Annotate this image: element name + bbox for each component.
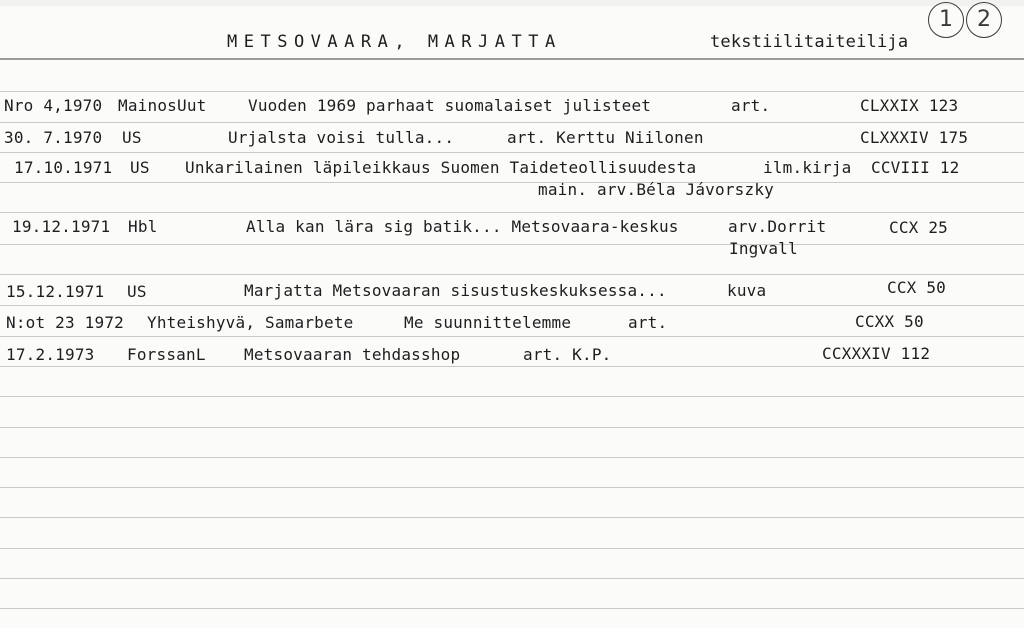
- entry-ref: CCVIII 12: [871, 158, 960, 177]
- ruled-line: [0, 212, 1024, 213]
- entry-type: art. K.P.: [523, 345, 612, 364]
- person-name: METSOVAARA, MARJATTA: [227, 32, 562, 52]
- ruled-line: [0, 457, 1024, 458]
- ruled-line: [0, 305, 1024, 306]
- entry-title: Metsovaaran tehdasshop: [244, 345, 461, 364]
- entry-ref: CCX 50: [887, 278, 946, 297]
- entry-ref: CLXXXIV 175: [860, 128, 969, 147]
- entry-ref: CCXX 50: [855, 312, 924, 331]
- entry-source: ForssanL: [127, 345, 206, 364]
- page-number-circled: 1: [928, 2, 964, 38]
- ruled-line: [0, 366, 1024, 367]
- entry-type: art.: [731, 96, 771, 115]
- entry-date: 19.12.1971: [12, 217, 111, 236]
- entry-title: Me suunnittelemme: [404, 313, 572, 332]
- entry-type: ilm.kirja: [763, 158, 852, 177]
- entry-title: Unkarilainen läpileikkaus Suomen Taideteollisuudesta: [185, 158, 697, 177]
- page-marks: [928, 2, 1004, 38]
- entry-source: US: [130, 158, 150, 177]
- entry-source: MainosUut: [118, 96, 207, 115]
- profession: tekstiilitaiteilija: [710, 32, 909, 52]
- ruled-line: [0, 182, 1024, 183]
- card-top-edge: [0, 0, 1024, 6]
- entry-type: art.: [628, 313, 668, 332]
- entry-type: arv.Dorrit: [728, 217, 827, 236]
- page-number-circled: 2: [966, 2, 1002, 38]
- entry-date: 15.12.1971: [6, 282, 105, 301]
- header-rule: [0, 58, 1024, 60]
- entry-ref: CCXXXIV 112: [822, 344, 931, 363]
- entry-title: Alla kan lära sig batik... Metsovaara-keskus: [246, 217, 679, 236]
- entry-ref: CCX 25: [889, 218, 948, 237]
- ruled-line: [0, 152, 1024, 153]
- ruled-line: [0, 487, 1024, 488]
- entry-title: Urjalsta voisi tulla...: [228, 128, 455, 147]
- entry-date: N:ot 23 1972: [6, 313, 124, 332]
- entry-source: US: [122, 128, 142, 147]
- ruled-line: [0, 244, 1024, 245]
- entry-continuation: Ingvall: [729, 239, 798, 258]
- ruled-line: [0, 122, 1024, 123]
- entry-type: kuva: [727, 281, 767, 300]
- ruled-line: [0, 608, 1024, 609]
- entry-date: 17.2.1973: [6, 345, 95, 364]
- entry-date: 17.10.1971: [14, 158, 113, 177]
- entry-date: Nro 4,1970: [4, 96, 103, 115]
- entry-title: Marjatta Metsovaaran sisustuskeskuksessa...: [244, 281, 667, 300]
- entry-source: Yhteishyvä, Samarbete: [147, 313, 354, 332]
- ruled-line: [0, 578, 1024, 579]
- entry-source: Hbl: [128, 217, 158, 236]
- entry-type: art. Kerttu Niilonen: [507, 128, 704, 147]
- ruled-line: [0, 91, 1024, 92]
- entry-source: US: [127, 282, 147, 301]
- ruled-line: [0, 548, 1024, 549]
- entry-date: 30. 7.1970: [4, 128, 103, 147]
- entry-ref: CLXXIX 123: [860, 96, 959, 115]
- ruled-line: [0, 396, 1024, 397]
- ruled-line: [0, 336, 1024, 337]
- ruled-line: [0, 274, 1024, 275]
- ruled-line: [0, 517, 1024, 518]
- ruled-line: [0, 427, 1024, 428]
- entry-continuation: main. arv.Béla Jávorszky: [538, 180, 774, 199]
- entry-title: Vuoden 1969 parhaat suomalaiset julisteet: [248, 96, 652, 115]
